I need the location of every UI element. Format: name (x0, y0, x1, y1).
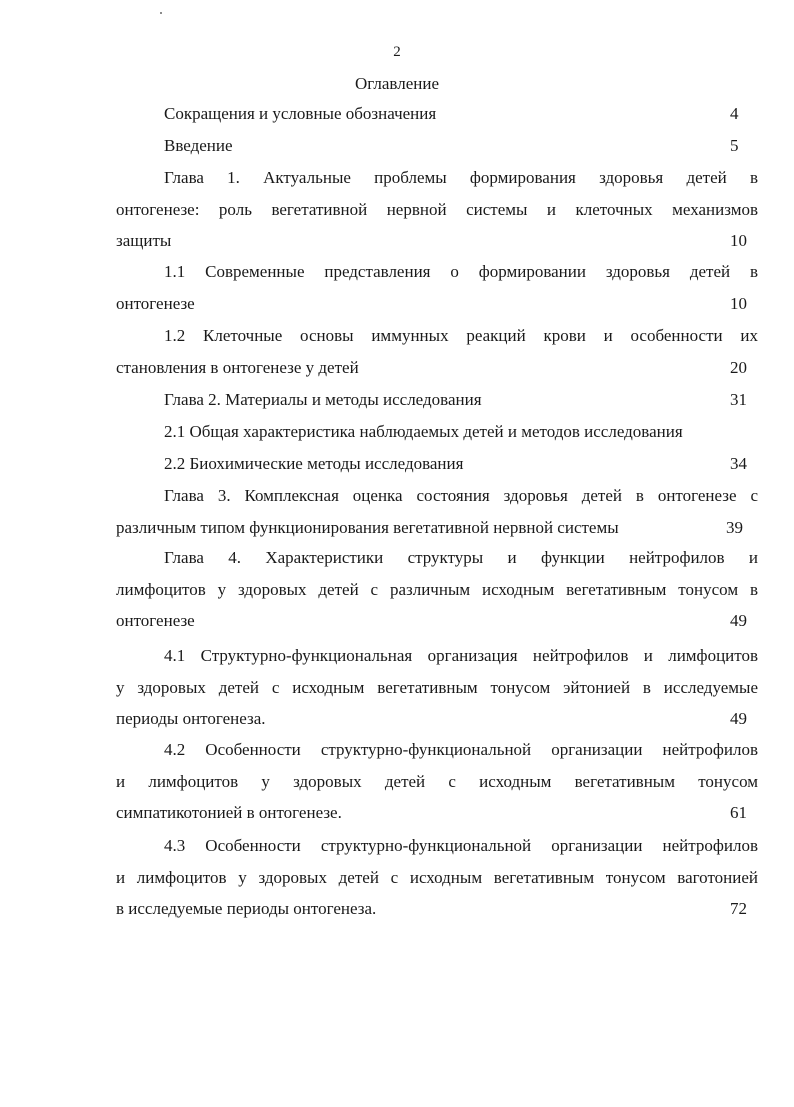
toc-entry-line: 4.1 Структурно-функциональная организация нейтрофилов и лимфоцитов (164, 646, 758, 665)
toc-page-number: 39 (726, 518, 743, 537)
toc-entry-line: Глава 2. Материалы и методы исследования (164, 390, 482, 409)
toc-entry-line: различным типом функционирования вегетативной нервной системы (116, 518, 619, 537)
toc-entry-line: симпатикотонией в онтогенезе. (116, 803, 342, 822)
toc-page-number: 31 (730, 390, 747, 409)
toc-page-number: 49 (730, 611, 747, 630)
toc-entry-line: онтогенезе: роль вегетативной нервной системы и клеточных механизмов (116, 200, 758, 219)
toc-page-number: 20 (730, 358, 747, 377)
toc-page-number: 49 (730, 709, 747, 728)
toc-entry-line: защиты (116, 231, 172, 250)
toc-entry-line: у здоровых детей с исходным вегетативным тонусом эйтонией в исследуемые (116, 678, 758, 697)
toc-entry-line: периоды онтогенеза. (116, 709, 266, 728)
page-number: 2 (393, 44, 401, 60)
toc-page-number: 61 (730, 803, 747, 822)
toc-entry-line: и лимфоцитов у здоровых детей с исходным вегетативным тонусом ваготонией (116, 868, 758, 887)
toc-entry-line: 4.2 Особенности структурно-функциональной организации нейтрофилов (164, 740, 758, 759)
toc-page-number: 10 (730, 231, 747, 250)
toc-entry-line: онтогенезе (116, 611, 195, 630)
scan-speck (160, 12, 162, 14)
toc-entry-line: в исследуемые периоды онтогенеза. (116, 899, 377, 918)
toc-entry-line: Глава 3. Комплексная оценка состояния здоровья детей в онтогенезе с (164, 486, 758, 505)
toc-entry-line: Глава 4. Характеристики структуры и функции нейтрофилов и (164, 548, 758, 567)
toc-entry-line: Глава 1. Актуальные проблемы формирования здоровья детей в (164, 168, 758, 187)
toc-title: Оглавление (355, 74, 439, 93)
toc-entry-line: Сокращения и условные обозначения (164, 104, 437, 123)
toc-entry-line: 4.3 Особенности структурно-функциональной организации нейтрофилов (164, 836, 758, 855)
toc-entry-line: становления в онтогенезе у детей (116, 358, 359, 377)
toc-entry-line: онтогенезе (116, 294, 195, 313)
toc-page-number: 10 (730, 294, 747, 313)
toc-page-number: 5 (730, 136, 739, 155)
toc-entry-line: Введение (164, 136, 233, 155)
toc-entry-line: 2.2 Биохимические методы исследования (164, 454, 464, 473)
toc-entry-line: и лимфоцитов у здоровых детей с исходным вегетативным тонусом (116, 772, 758, 791)
toc-entry-line: 1.2 Клеточные основы иммунных реакций крови и особенности их (164, 326, 758, 345)
toc-page-number: 4 (730, 104, 739, 123)
toc-entry-line: лимфоцитов у здоровых детей с различным исходным вегетативным тонусом в (116, 580, 758, 599)
toc-entry-line: 2.1 Общая характеристика наблюдаемых детей и методов исследования (164, 422, 683, 441)
toc-entry-line: 1.1 Современные представления о формировании здоровья детей в (164, 262, 758, 281)
toc-page-number: 34 (730, 454, 747, 473)
toc-page-number: 72 (730, 899, 747, 918)
